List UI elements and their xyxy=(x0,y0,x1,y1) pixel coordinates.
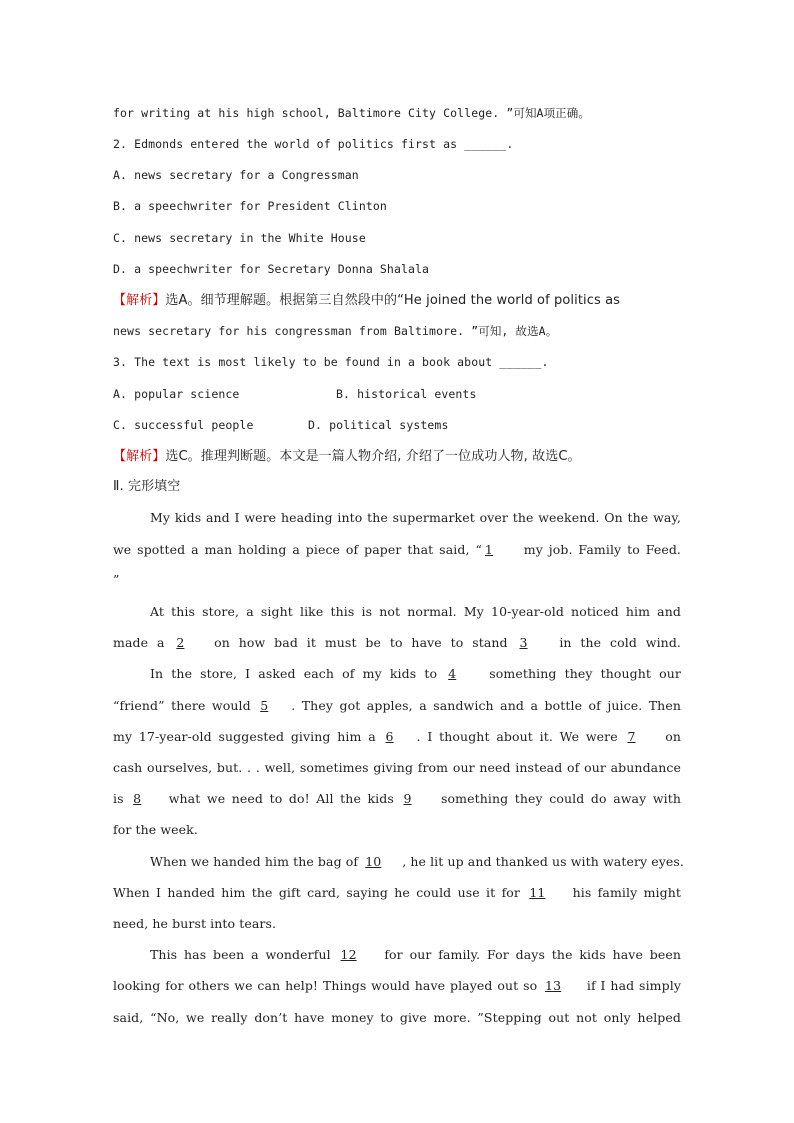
passage-text: we spotted a man holding a piece of paper that said, “ xyxy=(113,542,482,557)
question-2-analysis-line-2: news secretary for his congressman from Baltimore. ”可知, 故选A。 xyxy=(113,324,558,338)
question-2-option-a: A. news secretary for a Congressman xyxy=(113,168,359,182)
passage-line: for the week. xyxy=(113,822,198,837)
passage-line xyxy=(113,542,681,558)
passage-text: is xyxy=(113,791,131,806)
question-3-option-b: B. historical events xyxy=(336,387,477,401)
passage-text: , he lit up and thanked us with watery eyes. xyxy=(402,854,685,869)
passage-text: his family might xyxy=(566,885,681,900)
passage-text: This has been a wonderful xyxy=(150,947,338,962)
passage-text: something they could do away with xyxy=(434,791,681,806)
blank-7: 7 xyxy=(627,729,636,744)
passage-text: something they thought our xyxy=(481,666,682,681)
question-3-analysis xyxy=(113,448,681,465)
previous-analysis-tail: for writing at his high school, Baltimore City College. ”可知A项正确。 xyxy=(113,106,590,120)
blank-1: 1 xyxy=(484,542,493,557)
analysis-tag: 【解析】 xyxy=(113,293,166,308)
passage-text: looking for others we can help! Things would have played out so xyxy=(113,978,543,993)
question-3-option-a: A. popular science xyxy=(113,387,240,401)
blank-13: 13 xyxy=(545,978,562,993)
question-3-option-c: C. successful people xyxy=(113,418,254,432)
passage-line xyxy=(150,854,685,870)
section-heading: Ⅱ. 完形填空 xyxy=(113,479,181,494)
passage-line: need, he burst into tears. xyxy=(113,916,277,931)
blank-11: 11 xyxy=(529,885,546,900)
blank-10: 10 xyxy=(365,854,382,869)
passage-line: My kids and I were heading into the supermarket over the weekend. On the way, xyxy=(150,510,681,525)
passage-text: my 17-year-old suggested giving him a xyxy=(113,729,383,744)
passage-text: what we need to do! All the kids xyxy=(162,791,401,806)
question-2-analysis-line-1 xyxy=(113,292,681,309)
question-3-stem: 3. The text is most likely to be found in a book about ______. xyxy=(113,355,549,369)
passage-text: In the store, I asked each of my kids to xyxy=(150,666,446,681)
blank-4: 4 xyxy=(448,666,457,681)
question-3-option-d: D. political systems xyxy=(308,418,449,432)
passage-line: ” xyxy=(113,572,120,587)
passage-line: At this store, a sight like this is not normal. My 10-year-old noticed him and xyxy=(150,604,681,619)
blank-2: 2 xyxy=(176,635,185,650)
analysis-text: 选A。细节理解题。根据第三自然段中的“He joined the world of politics as xyxy=(165,293,621,308)
question-3-options-row-2 xyxy=(113,417,681,433)
blank-6: 6 xyxy=(385,729,394,744)
passage-line xyxy=(113,698,681,714)
passage-text: on how bad it must be to have to stand xyxy=(205,635,517,650)
passage-text: made a xyxy=(113,635,174,650)
blank-3: 3 xyxy=(519,635,528,650)
question-2-option-d: D. a speechwriter for Secretary Donna Shalala xyxy=(113,262,430,276)
passage-text: “friend” there would xyxy=(113,698,258,713)
passage-line: cash ourselves, but. . . well, sometimes giving from our need instead of our abundance xyxy=(113,760,681,775)
analysis-text: 选C。推理判断题。本文是一篇人物介绍, 介绍了一位成功人物, 故选C。 xyxy=(165,449,581,464)
passage-text: . I thought about it. We were xyxy=(416,729,625,744)
passage-text: . They got apples, a sandwich and a bottle of juice. Then xyxy=(291,698,681,713)
question-2-stem: 2. Edmonds entered the world of politics first as ______. xyxy=(113,137,514,151)
passage-line xyxy=(113,978,681,994)
question-2-option-b: B. a speechwriter for President Clinton xyxy=(113,199,387,213)
question-3-options-row-1 xyxy=(113,386,681,402)
passage-line: said, “No, we really don’t have money to give more. ”Stepping out not only helped xyxy=(113,1010,681,1025)
passage-text: in the cold wind. xyxy=(550,635,681,650)
blank-12: 12 xyxy=(340,947,357,962)
passage-text: on xyxy=(658,729,681,744)
passage-text: When I handed him the gift card, saying he could use it for xyxy=(113,885,527,900)
passage-text: my job. Family to Feed. xyxy=(517,542,681,557)
passage-line xyxy=(113,885,681,901)
blank-5: 5 xyxy=(260,698,269,713)
passage-line xyxy=(150,947,681,963)
passage-line xyxy=(113,791,681,807)
passage-text: if I had simply xyxy=(582,978,681,993)
passage-line xyxy=(113,729,681,745)
passage-text: When we handed him the bag of xyxy=(150,854,363,869)
passage-line xyxy=(113,635,681,651)
analysis-tag: 【解析】 xyxy=(113,449,166,464)
passage-line xyxy=(150,666,681,682)
blank-8: 8 xyxy=(133,791,142,806)
blank-9: 9 xyxy=(403,791,412,806)
passage-text: for our family. For days the kids have been xyxy=(377,947,681,962)
question-2-option-c: C. news secretary in the White House xyxy=(113,231,366,245)
